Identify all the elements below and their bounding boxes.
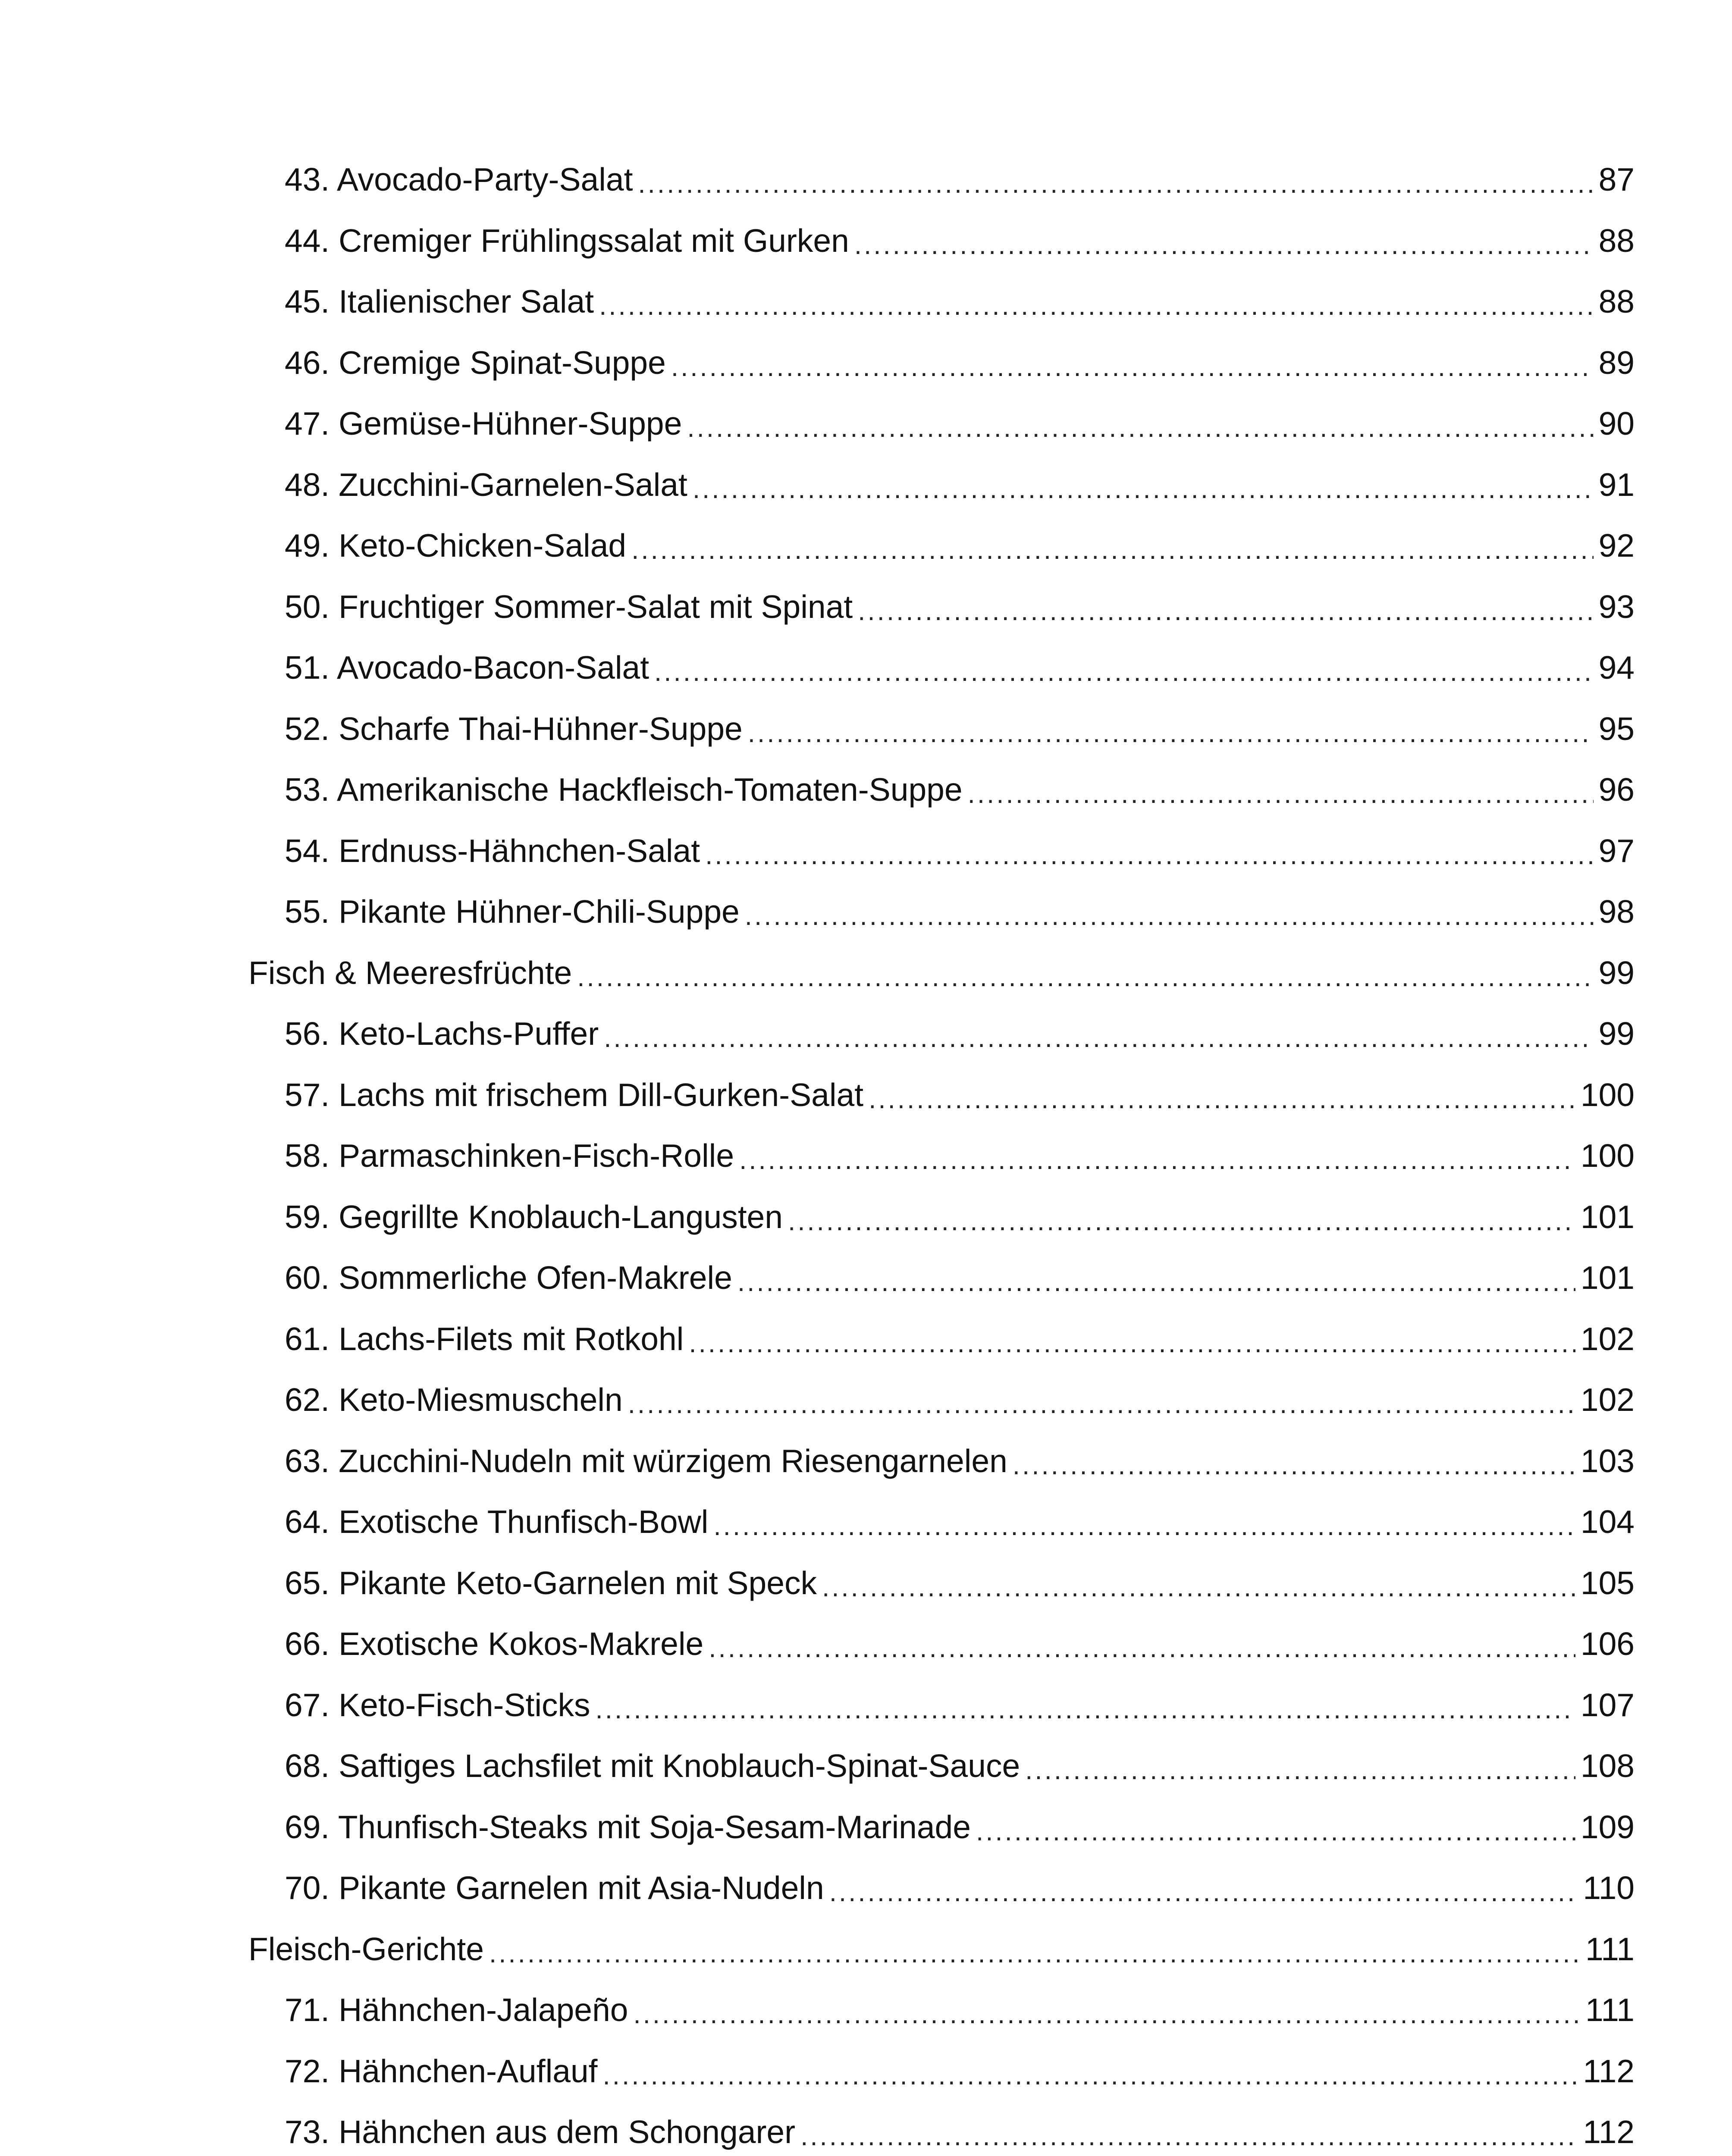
- toc-entry-title: 45. Italienischer Salat: [285, 283, 594, 320]
- toc-dot-leader: [745, 900, 1594, 932]
- toc-entry-page-number: 97: [1598, 832, 1635, 869]
- toc-dot-leader: [628, 1388, 1575, 1420]
- toc-dot-leader: [687, 412, 1593, 444]
- toc-entry-page-number: 90: [1598, 405, 1635, 442]
- toc-entry-title: 73. Hähnchen aus dem Schongarer: [285, 2114, 796, 2150]
- toc-entry-page-number: 109: [1580, 1808, 1635, 1845]
- toc-entry-page-number: 92: [1598, 527, 1635, 564]
- toc-entry: [248, 1369, 1635, 1431]
- toc-entry: [248, 881, 1635, 943]
- toc-entry-page-number: 96: [1598, 771, 1635, 808]
- toc-entry: [248, 1980, 1635, 2041]
- toc-entry-title: 62. Keto-Miesmuscheln: [285, 1382, 623, 1418]
- toc-entry-title: 47. Gemüse-Hühner-Suppe: [285, 405, 682, 442]
- toc-entry-page-number: 101: [1580, 1260, 1635, 1296]
- toc-entry-title: 58. Parmaschinken-Fisch-Rolle: [285, 1138, 734, 1174]
- toc-entry-title: 54. Erdnuss-Hähnchen-Salat: [285, 832, 700, 869]
- toc-entry-page-number: 112: [1583, 2114, 1635, 2150]
- toc-entry-title: 50. Fruchtiger Sommer-Salat mit Spinat: [285, 588, 853, 625]
- toc-dot-leader: [654, 656, 1594, 688]
- toc-dot-leader: [599, 290, 1593, 322]
- toc-dot-leader: [689, 1327, 1575, 1360]
- toc-entry-title: 66. Exotische Kokos-Makrele: [285, 1626, 704, 1662]
- toc-entry-page-number: 102: [1580, 1320, 1635, 1357]
- toc-dot-leader: [788, 1205, 1575, 1238]
- toc-entry: [248, 1736, 1635, 1797]
- toc-entry-title: 61. Lachs-Filets mit Rotkohl: [285, 1320, 684, 1357]
- toc-entry-page-number: 106: [1580, 1626, 1635, 1662]
- toc-dot-leader: [968, 778, 1594, 810]
- toc-entry: [248, 1187, 1635, 1248]
- toc-entry-page-number: 101: [1580, 1198, 1635, 1235]
- toc-dot-leader: [631, 534, 1593, 566]
- toc-entry-title: 65. Pikante Keto-Garnelen mit Speck: [285, 1564, 817, 1601]
- toc-entry-title: 68. Saftiges Lachsfilet mit Knoblauch-Spinat-Sauce: [285, 1748, 1020, 1784]
- toc-entry-page-number: 99: [1598, 1015, 1635, 1052]
- toc-dot-leader: [693, 473, 1594, 505]
- toc-dot-leader: [800, 2120, 1578, 2153]
- toc-dot-leader: [705, 839, 1594, 871]
- toc-entry-page-number: 110: [1583, 1870, 1635, 1906]
- toc-entry-title: 46. Cremige Spinat-Suppe: [285, 344, 666, 381]
- toc-entry: [248, 1858, 1635, 1919]
- toc-entry: [248, 1309, 1635, 1370]
- toc-entry-title: 71. Hähnchen-Jalapeño: [285, 1992, 628, 2028]
- toc-entry: [248, 637, 1635, 699]
- toc-entry-page-number: 89: [1598, 344, 1635, 381]
- toc-entry: [248, 1614, 1635, 1675]
- toc-dot-leader: [638, 168, 1593, 200]
- toc-entry: [248, 271, 1635, 332]
- toc-dot-leader: [869, 1083, 1575, 1116]
- toc-entry: [248, 1125, 1635, 1187]
- toc-dot-leader: [739, 1144, 1575, 1176]
- toc-entry-title: 52. Scharfe Thai-Hühner-Suppe: [285, 710, 743, 747]
- toc-entry-title: 70. Pikante Garnelen mit Asia-Nudeln: [285, 1870, 824, 1906]
- toc-dot-leader: [577, 961, 1593, 993]
- toc-entry-title: 63. Zucchini-Nudeln mit würzigem Riesengarnelen: [285, 1442, 1007, 1479]
- toc-entry: [248, 1492, 1635, 1553]
- toc-dot-leader: [1025, 1754, 1575, 1786]
- toc-dot-leader: [1013, 1449, 1575, 1482]
- toc-dot-leader: [829, 1876, 1578, 1908]
- toc-entry-page-number: 99: [1598, 954, 1635, 991]
- toc-entry-page-number: 100: [1580, 1138, 1635, 1174]
- toc-entry-page-number: 91: [1598, 466, 1635, 503]
- toc-entry: [248, 332, 1635, 394]
- toc-entry-page-number: 107: [1580, 1686, 1635, 1723]
- toc-dot-leader: [976, 1815, 1575, 1848]
- toc-entry: [248, 1553, 1635, 1614]
- toc-dot-leader: [603, 2059, 1578, 2092]
- toc-entry: [248, 577, 1635, 638]
- toc-entry: [248, 1003, 1635, 1065]
- toc-entry-title: 48. Zucchini-Garnelen-Salat: [285, 466, 687, 503]
- toc-entry: [248, 2041, 1635, 2102]
- toc-entry: [248, 515, 1635, 577]
- toc-entry-page-number: 98: [1598, 893, 1635, 930]
- toc-entry-page-number: 94: [1598, 649, 1635, 686]
- toc-entry-title: 60. Sommerliche Ofen-Makrele: [285, 1260, 732, 1296]
- toc-entry-page-number: 111: [1585, 1930, 1635, 1967]
- toc-entry-page-number: 103: [1580, 1442, 1635, 1479]
- toc-entry-title: 43. Avocado-Party-Salat: [285, 161, 633, 198]
- toc-entry-page-number: 111: [1585, 1992, 1635, 2028]
- toc-entry: [248, 1431, 1635, 1492]
- toc-dot-leader: [671, 351, 1594, 383]
- toc-dot-leader: [737, 1266, 1575, 1298]
- toc-entry-title: 59. Gegrillte Knoblauch-Langusten: [285, 1198, 783, 1235]
- toc-list: [248, 149, 1635, 2156]
- toc-entry-page-number: 108: [1580, 1748, 1635, 1784]
- toc-entry-title: 69. Thunfisch-Steaks mit Soja-Sesam-Marinade: [285, 1808, 971, 1845]
- toc-entry-page-number: 105: [1580, 1564, 1635, 1601]
- toc-entry: [248, 1247, 1635, 1309]
- toc-entry: [248, 454, 1635, 516]
- toc-entry-title: 64. Exotische Thunfisch-Bowl: [285, 1504, 709, 1540]
- toc-entry-page-number: 95: [1598, 710, 1635, 747]
- toc-dot-leader: [489, 1937, 1580, 1970]
- toc-dot-leader: [854, 229, 1594, 261]
- toc-entry-page-number: 88: [1598, 283, 1635, 320]
- toc-entry-title: Fisch & Meeresfrüchte: [248, 954, 572, 991]
- toc-entry: [248, 210, 1635, 272]
- toc-entry-title: 57. Lachs mit frischem Dill-Gurken-Salat: [285, 1076, 864, 1113]
- toc-entry: [248, 1675, 1635, 1736]
- toc-entry-title: 51. Avocado-Bacon-Salat: [285, 649, 650, 686]
- toc-entry: [248, 393, 1635, 454]
- toc-dot-leader: [596, 1693, 1575, 1726]
- toc-entry-page-number: 93: [1598, 588, 1635, 625]
- toc-entry: [248, 1797, 1635, 1858]
- toc-entry-title: Fleisch-Gerichte: [248, 1930, 484, 1967]
- toc-entry-title: 72. Hähnchen-Auflauf: [285, 2053, 598, 2089]
- toc-entry-title: 44. Cremiger Frühlingssalat mit Gurken: [285, 222, 849, 259]
- toc-dot-leader: [858, 595, 1593, 627]
- toc-dot-leader: [709, 1632, 1575, 1664]
- toc-entry-title: 53. Amerikanische Hackfleisch-Tomaten-Suppe: [285, 771, 963, 808]
- toc-entry-title: 56. Keto-Lachs-Puffer: [285, 1015, 599, 1052]
- toc-entry: [248, 821, 1635, 882]
- toc-entry-page-number: 100: [1580, 1076, 1635, 1113]
- toc-entry: [248, 1065, 1635, 1126]
- toc-dot-leader: [748, 717, 1594, 749]
- toc-entry: [248, 759, 1635, 821]
- toc-entry: [248, 699, 1635, 760]
- toc-entry-page-number: 87: [1598, 161, 1635, 198]
- toc-entry-page-number: 102: [1580, 1382, 1635, 1418]
- toc-section-heading: [248, 943, 1635, 1004]
- toc-dot-leader: [633, 1998, 1580, 2031]
- toc-entry-title: 49. Keto-Chicken-Salad: [285, 527, 627, 564]
- toc-dot-leader: [713, 1510, 1575, 1542]
- toc-entry-page-number: 104: [1580, 1504, 1635, 1540]
- toc-entry-title: 67. Keto-Fisch-Sticks: [285, 1686, 590, 1723]
- toc-dot-leader: [822, 1571, 1575, 1604]
- toc-entry: [248, 149, 1635, 210]
- toc-entry-page-number: 88: [1598, 222, 1635, 259]
- toc-entry: [248, 2102, 1635, 2156]
- toc-section-heading: [248, 1919, 1635, 1980]
- toc-dot-leader: [604, 1022, 1593, 1054]
- toc-entry-page-number: 112: [1583, 2053, 1635, 2089]
- toc-entry-title: 55. Pikante Hühner-Chili-Suppe: [285, 893, 740, 930]
